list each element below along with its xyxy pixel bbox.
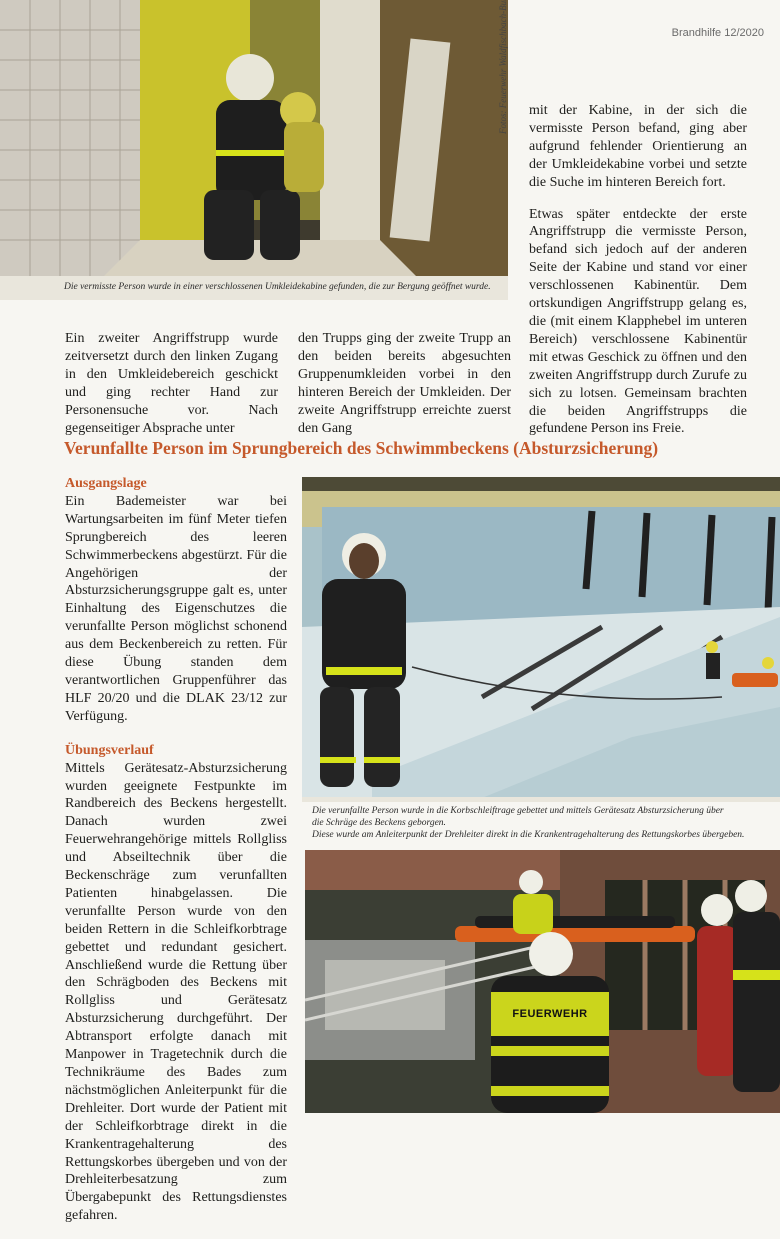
subheading-ausgangslage: Ausgangslage — [65, 476, 147, 491]
intro-col-3-para-2: Etwas später entdeckte der erste Angriffstrupp die vermisste Person, befand sich jedoch auf der anderen Seite der Kabine und stand vor einer verschlossenen Kabinentür. Dem ortskundigen Angriffstrupp gelang es, die (mit einem Klapphebel im unteren Bereich) verschlossene Kabinentür mit etwas Geschick zu öffnen und den zweiten Angriffstrupp durch Zurufe zu sich zu lotsen. Gemeinsam brachten die beiden Angriffstrupps die gefundene Person ins Freie. — [529, 206, 747, 437]
issue-label: Brandhilfe 12/2020 — [671, 27, 764, 39]
uebungsverlauf-text: Mittels Gerätesatz-Absturzsicherung wurden geeignete Festpunkte im Randbereich des Beckens hergestellt. Danach wurden zwei Feuerwehrangehörige mittels Rollgliss und Abseiltechnik über die Beckenschräge zum verunfallten Patienten hinabgelassen. Die verunfallte Person wurde von den beiden Rettern in die Schleifkorbtrage gebettet und redundant gesichert. Anschließend wurde die Rettung über den Schrägboden des Beckens mit Rollgliss und Gerätesatz Absturzsicherung durchgeführt. Der Abtransport erfolgte danach mit Manpower in Tragetechnik durch die Technikräume des Bades zum nächstmöglichen Anleiterpunkt für die Drehleiter. Dort wurde der Patient mit der Schleifkorbtrage direkt in die Krankentragehalterung des Rettungskorbes übergeben und von der Drehleiterbesatzung zum Übergabepunkt des Rettungsdienstes gefahren. — [65, 760, 287, 1224]
intro-col-1 — [65, 330, 278, 451]
ausgangslage-text: Ein Bademeister war bei Wartungsarbeiten im fünf Meter tiefen Sprungbereich des leeren Schwimmerbeckens abgestürzt. Für die Angehörigen der Absturzsicherungsgruppe galt es, unter Einhaltung des Eigenschutzes die verunfallte Person möglichst schonend aus dem Beckenbereich zu retten. Für diese Übung standen dem verantwortlichen Gruppenführer das HLF 20/20 und die DLAK 23/12 zur Verfügung. — [65, 493, 287, 724]
section-heading: Verunfallte Person im Sprungbereich des Schwimmbeckens (Absturzsicherung) — [64, 438, 659, 458]
intro-col-2-text: den Trupps ging der zweite Trupp an den beiden bereits abgesuchten Gruppenumkleiden vorbei in den hinteren Bereich der Umkleiden. Der zweite Angriffstrupp erreichte zuerst den Gang — [298, 331, 511, 436]
intro-col-1-text: Ein zweiter Angriffstrupp wurde zeitversetzt durch den linken Zugang in den Umkleidebereich geschickt und ging rechter Hand zur Personensuche vor. Nach gegenseitiger Absprache unter — [65, 331, 278, 436]
top-photo-caption: Die vermisste Person wurde in einer verschlossenen Umkleidekabine gefunden, die zur Bergung geöffnet wurde. — [64, 282, 491, 292]
jacket-lettering: FEUERWEHR — [512, 1008, 588, 1020]
subheading-uebungsverlauf: Übungsverlauf — [65, 742, 154, 758]
intro-col-3-para-1: mit der Kabine, in der sich die vermisste Person befand, ging aber aufgrund fehlender Orientierung an der Umkleidekabine vorbei und setzte die Suche im hinteren Bereich fort. — [529, 103, 747, 190]
pool-caption-2: die Schräge des Beckens geborgen. — [312, 818, 446, 828]
section-text-column — [65, 475, 287, 1239]
top-photo — [0, 0, 508, 300]
pool-photo — [302, 477, 780, 802]
intro-col-2 — [298, 330, 511, 451]
intro-col-3 — [529, 102, 747, 452]
pool-caption-1: Die verunfallte Person wurde in die Korbschleiftrage gebettet und mittels Gerätesatz Absturzsicherung über — [312, 806, 724, 816]
rescue-photo — [305, 850, 780, 1113]
pool-caption-3: Diese wurde am Anleiterpunkt der Drehleiter direkt in die Krankentragehalterung des Rettungskorbes übergeben. — [312, 830, 745, 840]
